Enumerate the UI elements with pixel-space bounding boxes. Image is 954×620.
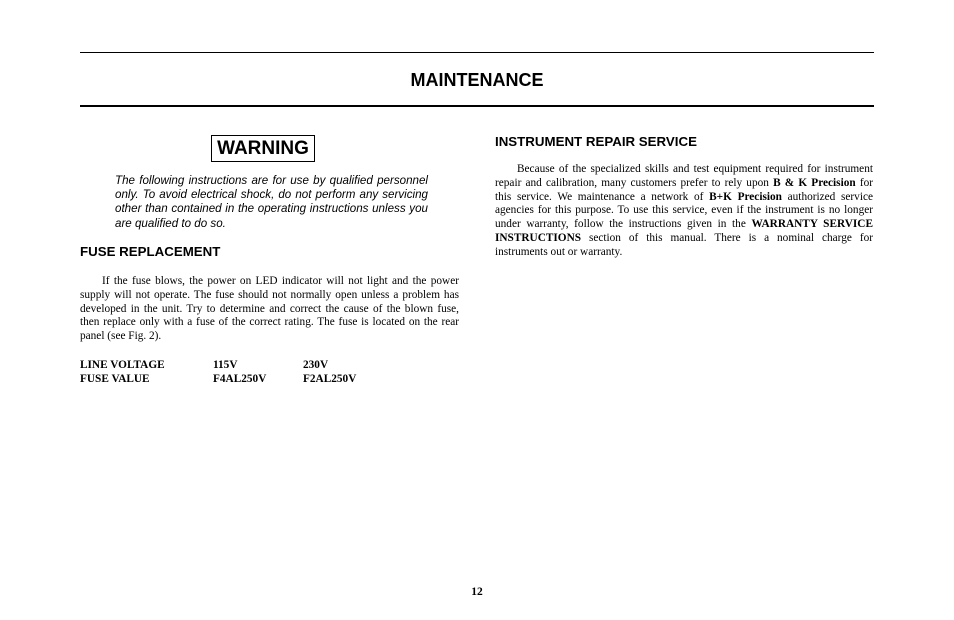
- warning-label: WARNING: [211, 135, 315, 162]
- repair-text-1: Because of the specialized skills and test equipment required for instrument repair and calibration, many customers prefer to rely upon: [495, 163, 873, 189]
- brand-name: B & K Precision: [773, 176, 856, 189]
- fuse-rating-table: [80, 358, 356, 386]
- fuse-replacement-heading: FUSE REPLACEMENT: [80, 244, 221, 259]
- header-bottom-rule: [80, 105, 874, 107]
- fuse-replacement-paragraph: If the fuse blows, the power on LED indicator will not light and the power supply will not operate. The fuse should not normally open unless a problem has developed in the unit. Try to determine and correct the cause of the blown fuse, then replace only with a fuse of the correct rating. The fuse is located on the rear panel (see Fig. 2).: [80, 275, 459, 343]
- line-voltage-230: 230V: [303, 359, 329, 371]
- repair-text-4: section of this manual. There is a nominal charge for instruments out or warranty.: [495, 231, 873, 258]
- page-number: 12: [471, 586, 483, 598]
- table-row: [80, 358, 356, 372]
- fuse-value-label: FUSE VALUE: [80, 373, 150, 385]
- table-row: [80, 372, 356, 386]
- repair-service-heading: INSTRUMENT REPAIR SERVICE: [495, 134, 697, 149]
- repair-service-paragraph: [495, 163, 873, 260]
- header-top-rule: [80, 52, 874, 53]
- page-title: MAINTENANCE: [410, 70, 544, 90]
- fuse-value-115: F4AL250V: [213, 373, 267, 385]
- brand-name: B+K Precision: [709, 190, 782, 203]
- line-voltage-115: 115V: [213, 359, 238, 371]
- line-voltage-label: LINE VOLTAGE: [80, 359, 165, 371]
- repair-text-3: authorized service agencies for this purpose. To use this service, even if the instrument is no longer under warranty, follow the instructions given in the: [495, 190, 873, 231]
- warning-text: The following instructions are for use by qualified personnel only. To avoid electrical shock, do not perform any servicing other than contained in the operating instructions unless you are qualified to do so.: [115, 174, 428, 230]
- warranty-instructions-ref: WARRANTY SERVICE INSTRUCTIONS: [495, 218, 873, 244]
- repair-text-2: for this service. We maintenance a network of: [495, 176, 873, 203]
- fuse-value-230: F2AL250V: [303, 373, 357, 385]
